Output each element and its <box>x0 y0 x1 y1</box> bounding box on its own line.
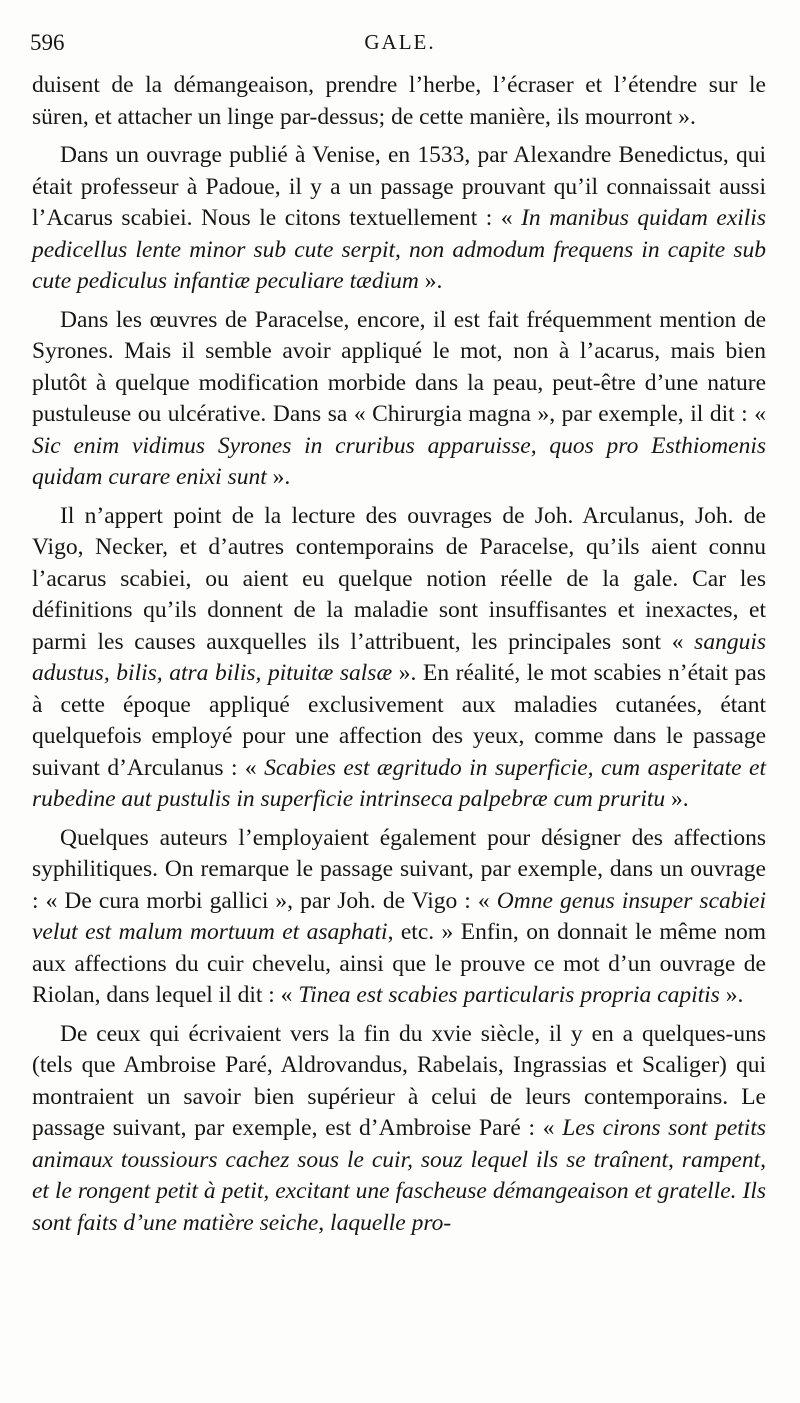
paragraph-1 <box>32 70 766 133</box>
paragraph-5 <box>32 823 766 1012</box>
text-run: Dans les œuvres de Paracelse, encore, il est fait fréquemment mention de Syrones. Mais il semble avoir appliqué le mot, non à l’acarus, mais bien plutôt à quelque modification morbide dans la peau, peut-être d’une nature pustuleuse ou ulcérative. Dans sa « Chirurgia magna », par exemple, il dit : « <box>32 306 766 427</box>
text-run: ». <box>665 786 689 812</box>
latin-quote: Les cirons sont petits animaux toussiours cachez sous le cuir, souz lequel ils se traînent, rampent, et le rongent petit à petit, excitant une fascheuse démangeaison et gratelle. Ils sont faits d’une matière seiche, laquelle pro- <box>32 1115 766 1236</box>
text-run: ». <box>418 268 443 294</box>
latin-quote: Sic enim vidimus Syrones in cruribus apparuisse, quos pro Esthiomenis quidam curare enixi sunt <box>32 432 766 490</box>
latin-quote: In manibus quidam exilis pedicellus lente minor sub cute serpit, non admodum frequens in capite sub cute pediculus infantiæ peculiare tædium <box>32 205 766 294</box>
text-run: Dans un ouvrage publié à Venise, en 1533, par Alexandre Benedictus, qui était professeur à Padoue, il y a un passage prouvant qu’il connaissait aussi l’Acarus scabiei. Nous le citons textuellement : « <box>32 142 766 231</box>
body-text <box>32 70 766 1246</box>
text-run: duisent de la démangeaison, prendre l’herbe, l’écraser et l’étendre sur le süren, et attacher un linge par-dessus; de cette manière, ils mourront ». <box>32 72 766 130</box>
page-header <box>30 30 770 60</box>
paragraph-3 <box>32 305 766 494</box>
paragraph-4 <box>32 501 766 816</box>
text-run: ». En réalité, le mot scabies n’était pas à cette époque appliqué exclusivement aux maladies cutanées, étant quelquefois employé pour une affection des yeux, comme dans le passage suivant d’Arculanus : « <box>32 660 766 781</box>
text-run: Quelques auteurs l’employaient également pour désigner des affections syphilitiques. On remarque le passage suivant, par exemple, dans un ouvrage : « De cura morbi gallici », par Joh. de Vigo : « <box>32 824 766 914</box>
paragraph-2 <box>32 140 766 298</box>
latin-quote: Tinea est scabies particularis propria capitis <box>298 982 720 1008</box>
latin-quote: sanguis adustus, bilis, atra bilis, pituitæ salsæ <box>32 628 766 686</box>
text-run: De ceux qui écrivaient vers la fin du xvie siècle, il y en a quelques-uns (tels que Ambroise Paré, Aldrovandus, Rabelais, Ingrassias et Scaliger) qui montraient un savoir bien supérieur à celui de leurs contemporains. Le passage suivant, par exemple, est d’Ambroise Paré : « <box>32 1020 766 1141</box>
paragraph-6 <box>32 1019 766 1240</box>
text-run: ». <box>719 982 744 1008</box>
text-run: , etc. » Enfin, on donnait le même nom aux affections du cuir chevelu, ainsi que le prouve ce mot d’un ouvrage de Riolan, dans lequel il dit : « <box>32 919 767 1008</box>
running-title: GALE. <box>364 30 436 54</box>
latin-quote: Omne genus insuper scabiei velut est malum mortuum et asaphati <box>32 887 766 945</box>
text-run: ». <box>266 464 291 490</box>
latin-quote: Scabies est ægritudo in superficie, cum asperitate et rubedine aut pustulis in superficie intrinseca palpebræ cum pruritu <box>32 754 766 812</box>
text-run: Il n’appert point de la lecture des ouvrages de Joh. Arculanus, Joh. de Vigo, Necker, et d’autres contemporains de Paracelse, qu’ils aient connu l’acarus scabiei, ou aient eu quelque notion réelle de la gale. Car les définitions qu’ils donnent de la maladie sont insuffisantes et inexactes, et parmi les causes auxquelles ils l’attribuent, les principales sont « <box>32 502 766 655</box>
page-number: 596 <box>30 30 65 55</box>
